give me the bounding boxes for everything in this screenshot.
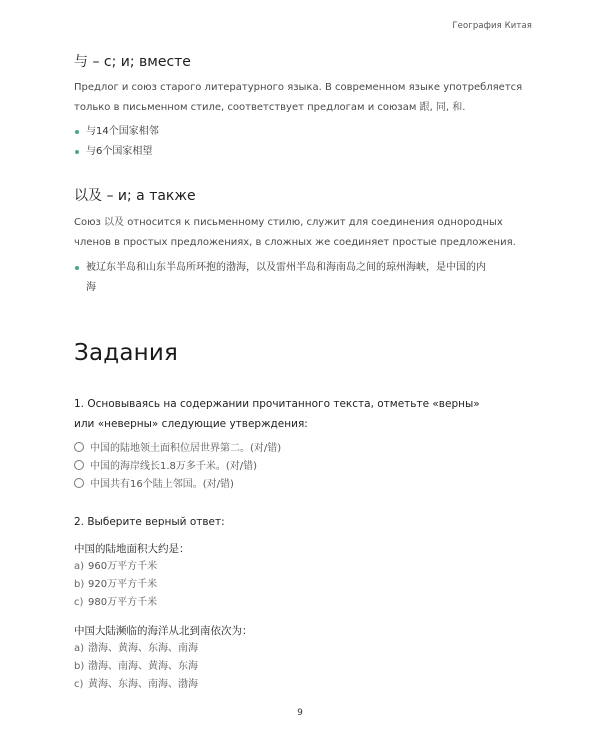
option-text: 960万平方千米 [88,561,158,572]
section-paragraph-yu [74,78,534,118]
option-text: 980万平方千米 [88,597,158,608]
option-letter: b) [74,579,85,590]
paragraph-line: Союз 以及 относится к письменному стилю, служит для соединения однородных [74,217,503,228]
radio-circle-icon[interactable] [74,478,84,488]
question-1-text [74,394,480,434]
answer-option[interactable] [74,657,198,677]
sub-question: 中国大陆濒临的海洋从北到南依次为： [74,625,253,637]
running-header-title: География Китая [452,21,532,31]
option-text: 渤海、黄海、东海、南海 [88,643,198,654]
option-letter: c) [74,679,84,690]
question-line: или «неверны» следующие утверждения: [74,418,308,430]
paragraph-line: Предлог и союз старого литературного языка. В современном языке употребляется [74,82,523,93]
bullet-item [74,142,152,162]
option-letter: c) [74,597,84,608]
bullet-text: 与6个国家相望 [86,146,153,157]
statement-text: 中国的陆地领土面积位居世界第二。(对/错) [90,443,282,454]
paragraph-line: только в письменном стиле, соответствует предлогам и союзам 跟, 同, 和. [74,102,466,113]
bullet-text-continued: 海 [86,282,96,293]
statement-text: 中国共有16个陆上邻国。(对/错) [90,479,234,490]
answer-option[interactable] [74,575,157,595]
bullet-text: 与14个国家相邻 [86,126,159,137]
bullet-item [74,122,159,142]
tasks-title: Задания [74,340,179,366]
answer-option[interactable] [74,675,198,695]
sub-question: 中国的陆地面积大约是： [74,543,190,555]
section-heading-yiji: 以及 – и; а также [74,188,196,204]
section-heading-yu: 与 – с; и; вместе [74,54,191,70]
option-text: 黄海、东海、南海、渤海 [88,679,198,690]
section-paragraph-yiji [74,213,534,253]
question-line: 1. Основываясь на содержании прочитанного текста, отметьте «верны» [74,398,480,410]
bullet-dot-icon [75,130,79,134]
statement-row[interactable] [74,457,257,477]
answer-option[interactable] [74,639,198,659]
option-text: 渤海、南海、黄海、东海 [88,661,198,672]
radio-circle-icon[interactable] [74,442,84,452]
page-number: 9 [297,708,303,718]
bullet-dot-icon [75,266,79,270]
answer-option[interactable] [74,557,157,577]
bullet-text: 被辽东半岛和山东半岛所环抱的渤海，以及雷州半岛和海南岛之间的琼州海峡，是中国的内 [86,262,486,273]
question-2-label: 2. Выберите верный ответ: [74,516,225,528]
bullet-item [74,258,486,298]
statement-text: 中国的海岸线长1.8万多千米。(对/错) [90,461,258,472]
option-letter: a) [74,643,85,654]
radio-circle-icon[interactable] [74,460,84,470]
statement-row[interactable] [74,475,234,495]
statement-row[interactable] [74,439,281,459]
answer-option[interactable] [74,593,157,613]
option-letter: b) [74,661,85,672]
option-letter: a) [74,561,85,572]
paragraph-line: членов в простых предложениях, в сложных же соединяет простые предложения. [74,237,516,248]
bullet-dot-icon [75,150,79,154]
option-text: 920万平方千米 [88,579,158,590]
